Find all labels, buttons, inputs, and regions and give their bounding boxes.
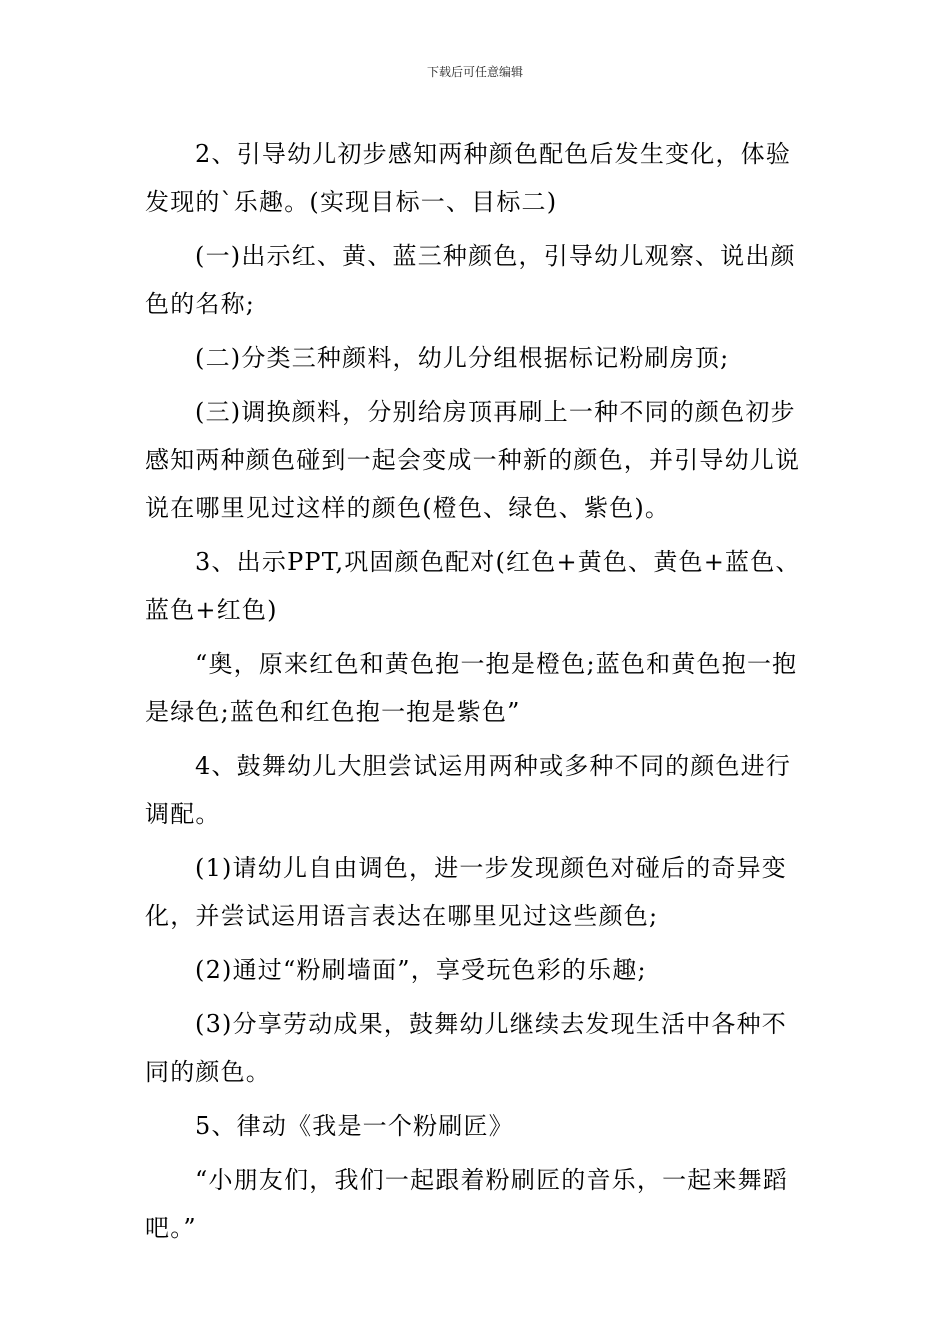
paragraph-item-1: (1)请幼儿自由调色，进一步发现颜色对碰后的奇异变化，并尝试运用语言表达在哪里见过这些颜色; [145, 854, 787, 930]
paragraph-step-4: 4、鼓舞幼儿大胆尝试运用两种或多种不同的颜色进行调配。 [145, 752, 792, 828]
paragraph-item-3: (3)分享劳动成果，鼓舞幼儿继续去发现生活中各种不同的颜色。 [145, 1010, 787, 1086]
paragraph-substep-3: (三)调换颜料，分别给房顶再刷上一种不同的颜色初步感知两种颜色碰到一起会变成一种新的颜色，并引导幼儿说说在哪里见过这样的颜色(橙色、绿色、紫色)。 [145, 398, 801, 522]
paragraph-step-5: 5、律动《我是一个粉刷匠》 [195, 1112, 514, 1140]
document-body [145, 130, 809, 1252]
page-header: 下载后可任意编辑 [426, 65, 523, 79]
paragraph-item-2: (2)通过“粉刷墙面”，享受玩色彩的乐趣; [195, 956, 647, 984]
paragraph-substep-1: (一)出示红、黄、蓝三种颜色，引导幼儿观察、说出颜色的名称; [145, 242, 796, 318]
paragraph-substep-2: (二)分类三种颜料，幼儿分组根据标记粉刷房顶; [195, 344, 730, 372]
paragraph-step-3: 3、出示PPT,巩固颜色配对(红色+黄色、黄色+蓝色、蓝色+红色) [145, 548, 801, 624]
paragraph-quote-colors: “奥，原来红色和黄色抱一抱是橙色;蓝色和黄色抱一抱是绿色;蓝色和红色抱一抱是紫色” [145, 650, 798, 726]
paragraph-step-2: 2、引导幼儿初步感知两种颜色配色后发生变化，体验发现的`乐趣。(实现目标一、目标二) [145, 140, 792, 216]
paragraph-quote-dance: “小朋友们，我们一起跟着粉刷匠的音乐，一起来舞蹈吧。” [145, 1166, 789, 1242]
